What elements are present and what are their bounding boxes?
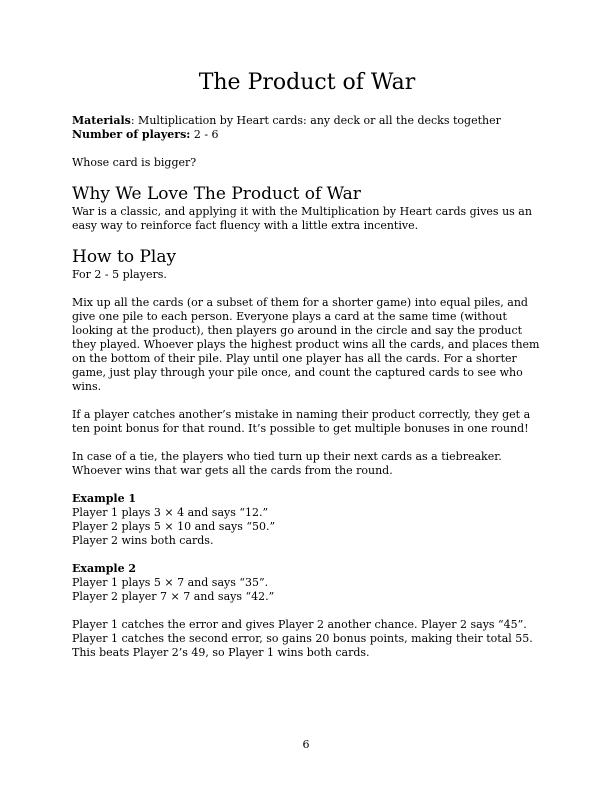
- example-2: [72, 562, 542, 604]
- example-1: [72, 492, 542, 548]
- example-2-line: Player 1 plays 5 × 7 and says “35”.: [72, 576, 269, 589]
- materials-label: Materials: [72, 114, 131, 127]
- players-value: 2 - 6: [190, 128, 219, 141]
- example-1-line: Player 2 plays 5 × 10 and says “50.”: [72, 520, 276, 533]
- how-heading: How to Play: [72, 247, 177, 267]
- materials-value: : Multiplication by Heart cards: any deck or all the decks together: [130, 114, 501, 127]
- players-label: Number of players:: [72, 128, 191, 141]
- page-number: 6: [302, 738, 310, 751]
- example-2-heading: Example 2: [72, 562, 137, 575]
- example-1-line: Player 2 wins both cards.: [72, 534, 214, 547]
- how-paragraph-3: In case of a tie, the players who tied turn up their next cards as a tiebreaker. Whoever wins that war gets all the cards from the round.: [72, 450, 502, 477]
- page-content: [72, 68, 542, 660]
- how-players-note: For 2 - 5 players.: [72, 268, 167, 281]
- tagline: Whose card is bigger?: [72, 156, 197, 169]
- example-1-heading: Example 1: [72, 492, 137, 505]
- example-2-line: Player 2 player 7 × 7 and says “42.”: [72, 590, 275, 603]
- example-1-line: Player 1 plays 3 × 4 and says “12.”: [72, 506, 269, 519]
- page-title: The Product of War: [198, 70, 416, 95]
- how-paragraph-2: If a player catches another’s mistake in naming their product correctly, they get a ten point bonus for that round. It’s possible to get multiple bonuses in one round!: [72, 408, 531, 435]
- why-heading: Why We Love The Product of War: [72, 184, 361, 204]
- how-paragraph-1: Mix up all the cards (or a subset of them for a shorter game) into equal piles, and give one pile to each person. Everyone plays a card at the same time (without looking at the product), then players go around in the circle and say the product they played. Whoever plays the highest product wins all the cards, and places them on the bottom of their pile. Play until one player has all the cards. For a shorter game, just play through your pile once, and count the captured cards to see who wins.: [72, 296, 540, 393]
- example-2-closing: Player 1 catches the error and gives Player 2 another chance. Player 2 says “45”. Player 1 catches the second error, so gains 20 bonus points, making their total 55. This beats Player 2’s 49, so Player 1 wins both cards.: [72, 618, 533, 659]
- materials-line: [72, 114, 542, 128]
- why-text: War is a classic, and applying it with the Multiplication by Heart cards gives us an easy way to reinforce fact fluency with a little extra incentive.: [72, 205, 532, 232]
- players-line: [72, 128, 542, 142]
